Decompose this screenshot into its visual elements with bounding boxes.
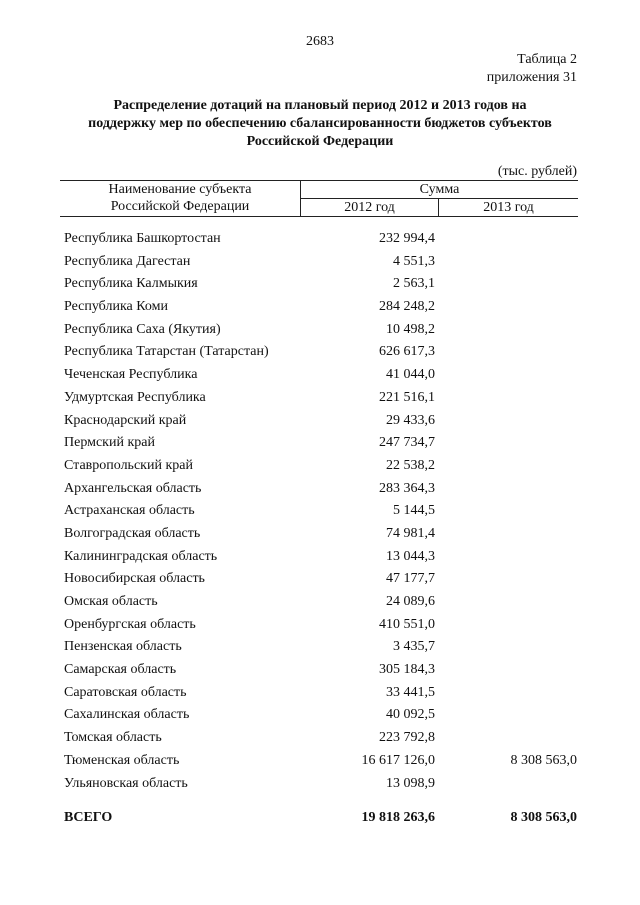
table-row bbox=[0, 569, 640, 592]
subject-name: Республика Калмыкия bbox=[64, 276, 198, 292]
value-2012: 29 433,6 bbox=[386, 412, 435, 428]
subject-name: Республика Коми bbox=[64, 299, 168, 315]
subject-name: Удмуртская Республика bbox=[64, 389, 206, 405]
table-row bbox=[0, 524, 640, 547]
table-row bbox=[0, 433, 640, 456]
subject-name: Пермский край bbox=[64, 435, 155, 451]
subject-name: Архангельская область bbox=[64, 480, 202, 496]
value-2012: 4 551,3 bbox=[393, 253, 435, 269]
subject-name: Астраханская область bbox=[64, 503, 195, 519]
table-row bbox=[0, 501, 640, 524]
value-2012: 305 184,3 bbox=[379, 662, 435, 678]
value-2012: 247 734,7 bbox=[379, 435, 435, 451]
table-row bbox=[0, 683, 640, 706]
subject-name: Новосибирская область bbox=[64, 571, 205, 587]
table-row bbox=[0, 637, 640, 660]
table-row bbox=[0, 229, 640, 252]
value-2012: 223 792,8 bbox=[379, 730, 435, 746]
table-row bbox=[0, 388, 640, 411]
subject-name: Сахалинская область bbox=[64, 707, 190, 723]
subject-name: Ставропольский край bbox=[64, 457, 193, 473]
table-row bbox=[0, 705, 640, 728]
subject-name: Оренбургская область bbox=[64, 616, 196, 632]
subject-name: Республика Татарстан (Татарстан) bbox=[64, 344, 269, 360]
value-2012: 221 516,1 bbox=[379, 389, 435, 405]
table-row bbox=[0, 660, 640, 683]
table-row bbox=[0, 365, 640, 388]
table-row bbox=[0, 479, 640, 502]
value-2012: 40 092,5 bbox=[386, 707, 435, 723]
value-2012: 5 144,5 bbox=[393, 503, 435, 519]
table-row bbox=[0, 320, 640, 343]
value-2012: 33 441,5 bbox=[386, 684, 435, 700]
title-line: Распределение дотаций на плановый период 2012 и 2013 годов на bbox=[113, 98, 527, 113]
table-row bbox=[0, 411, 640, 434]
table-row bbox=[0, 297, 640, 320]
value-2013: 8 308 563,0 bbox=[510, 752, 577, 768]
table-row bbox=[0, 615, 640, 638]
table-row bbox=[0, 751, 640, 774]
table-row bbox=[0, 342, 640, 365]
subject-name: Волгоградская область bbox=[64, 525, 201, 541]
total-label: ВСЕГО bbox=[64, 810, 113, 825]
value-2012: 74 981,4 bbox=[386, 525, 435, 541]
document-title bbox=[60, 97, 580, 151]
value-2012: 13 098,9 bbox=[386, 775, 435, 791]
subject-name: Саратовская область bbox=[64, 684, 187, 700]
value-2012: 3 435,7 bbox=[393, 639, 435, 655]
table-body bbox=[0, 229, 640, 796]
value-2012: 2 563,1 bbox=[393, 276, 435, 292]
appendix-label: приложения 31 bbox=[486, 70, 577, 85]
subject-name: Тюменская область bbox=[64, 752, 180, 768]
value-2012: 24 089,6 bbox=[386, 594, 435, 609]
header-year-2012: 2012 год bbox=[301, 199, 439, 216]
subject-name: Ульяновская область bbox=[64, 775, 188, 791]
value-2012: 16 617 126,0 bbox=[361, 752, 435, 768]
header-name-line1: Наименование субъекта bbox=[108, 182, 252, 197]
table-row bbox=[0, 252, 640, 275]
header-sum: Сумма bbox=[301, 181, 578, 199]
value-2012: 626 617,3 bbox=[379, 344, 435, 360]
subject-name: Калининградская область bbox=[64, 548, 218, 564]
table-header bbox=[60, 180, 578, 217]
subject-name: Омская область bbox=[64, 594, 158, 609]
title-line: поддержку мер по обеспечению сбалансированности бюджетов субъектов bbox=[88, 116, 552, 131]
value-2012: 284 248,2 bbox=[379, 299, 435, 315]
subject-name: Томская область bbox=[64, 730, 162, 746]
value-2012: 410 551,0 bbox=[379, 616, 435, 632]
table-row bbox=[0, 547, 640, 570]
table-label: Таблица 2 bbox=[517, 52, 577, 67]
value-2012: 22 538,2 bbox=[386, 457, 435, 473]
page-number: 2683 bbox=[306, 34, 334, 49]
subject-name: Чеченская Республика bbox=[64, 367, 198, 383]
table-row bbox=[0, 592, 640, 615]
appendix-reference bbox=[487, 51, 577, 87]
table-row bbox=[0, 456, 640, 479]
title-line: Российской Федерации bbox=[246, 134, 394, 149]
total-row bbox=[0, 808, 640, 830]
subject-name: Республика Башкортостан bbox=[64, 231, 221, 246]
header-name-cell bbox=[60, 181, 301, 216]
table-row bbox=[0, 774, 640, 797]
subject-name: Республика Дагестан bbox=[64, 253, 191, 269]
value-2012: 13 044,3 bbox=[386, 548, 435, 564]
value-2012: 47 177,7 bbox=[386, 571, 435, 587]
header-year-2013: 2013 год bbox=[483, 200, 534, 215]
total-2012-value: 19 818 263,6 bbox=[361, 810, 435, 825]
subject-name: Республика Саха (Якутия) bbox=[64, 321, 221, 337]
value-2012: 232 994,4 bbox=[379, 231, 435, 246]
total-2013-value: 8 308 563,0 bbox=[510, 810, 577, 825]
table-row bbox=[0, 728, 640, 751]
table-row bbox=[0, 274, 640, 297]
value-2012: 283 364,3 bbox=[379, 480, 435, 496]
units-label: (тыс. рублей) bbox=[497, 164, 577, 179]
value-2012: 10 498,2 bbox=[386, 321, 435, 337]
value-2012: 41 044,0 bbox=[386, 367, 435, 383]
subject-name: Краснодарский край bbox=[64, 412, 187, 428]
subject-name: Самарская область bbox=[64, 662, 177, 678]
header-name-line2: Российской Федерации bbox=[110, 199, 250, 214]
subject-name: Пензенская область bbox=[64, 639, 182, 655]
